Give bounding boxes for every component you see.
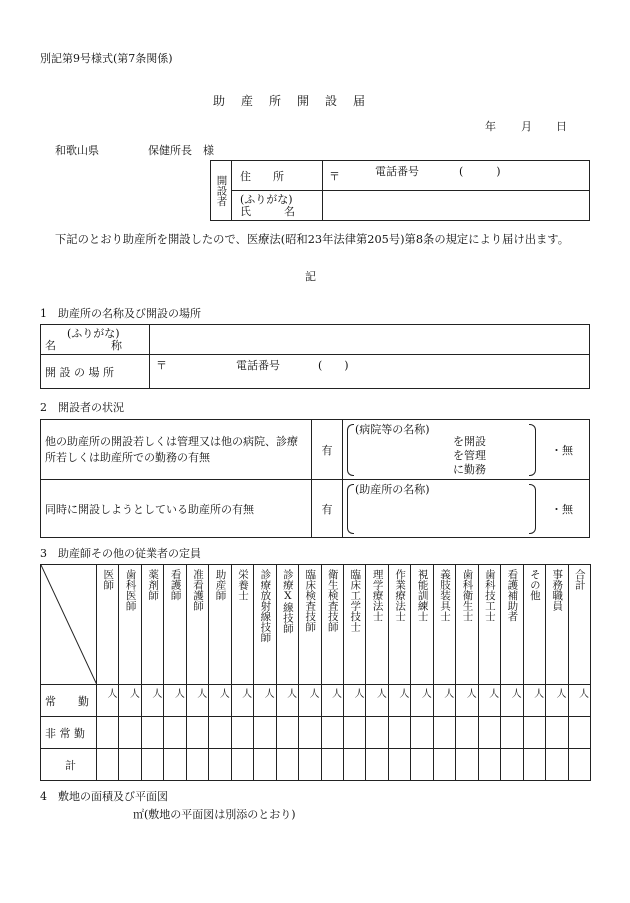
staff-count-cell[interactable]: 人 bbox=[546, 685, 568, 717]
staff-count-cell[interactable] bbox=[388, 749, 410, 781]
title-char: 産 bbox=[240, 94, 253, 108]
staff-col-header: 助産師 bbox=[209, 565, 231, 685]
staff-count-cell[interactable] bbox=[164, 749, 186, 781]
staff-col-header: 准看護師 bbox=[186, 565, 208, 685]
staff-count-cell[interactable] bbox=[433, 749, 455, 781]
form-number: 別記第9号様式(第7条関係) bbox=[40, 52, 173, 65]
staff-count-cell[interactable]: 人 bbox=[321, 685, 343, 717]
address-label: 住 所 bbox=[232, 161, 323, 191]
bracket-right-2 bbox=[529, 484, 536, 534]
staff-count-cell[interactable] bbox=[276, 749, 298, 781]
staff-count-cell[interactable]: 人 bbox=[456, 685, 478, 717]
staff-count-cell[interactable] bbox=[97, 717, 119, 749]
staff-count-cell[interactable]: 人 bbox=[254, 685, 276, 717]
staff-row-label: 計 bbox=[41, 749, 97, 781]
staff-count-cell[interactable] bbox=[433, 717, 455, 749]
staff-count-cell[interactable]: 人 bbox=[501, 685, 523, 717]
furigana-label: (ふりがな) bbox=[240, 192, 293, 206]
staff-count-cell[interactable] bbox=[119, 749, 141, 781]
staff-count-cell[interactable]: 人 bbox=[343, 685, 365, 717]
staff-count-cell[interactable]: 人 bbox=[164, 685, 186, 717]
staff-count-cell[interactable] bbox=[546, 717, 568, 749]
staff-count-cell[interactable] bbox=[478, 717, 500, 749]
staff-col-header: 事務職員 bbox=[546, 565, 568, 685]
staff-table bbox=[40, 564, 591, 781]
staff-count-cell[interactable]: 人 bbox=[366, 685, 388, 717]
staff-count-cell[interactable] bbox=[501, 749, 523, 781]
staff-count-cell[interactable]: 人 bbox=[141, 685, 163, 717]
statement: 下記のとおり助産所を開設したので、医療法(昭和23年法律第205号)第8条の規定により届け出ます。 bbox=[55, 233, 569, 246]
site-area-note: ㎡(敷地の平面図は別添のとおり) bbox=[133, 808, 296, 821]
section4-heading: 4 敷地の面積及び平面図 bbox=[40, 790, 168, 803]
staff-count-cell[interactable]: 人 bbox=[388, 685, 410, 717]
staff-count-cell[interactable] bbox=[119, 717, 141, 749]
date-month: 月 bbox=[521, 120, 532, 133]
name-label: 氏 名 bbox=[240, 204, 295, 218]
staff-count-cell[interactable] bbox=[343, 749, 365, 781]
bracket-right bbox=[529, 424, 536, 476]
title-char: 所 bbox=[268, 94, 281, 108]
staff-count-cell[interactable] bbox=[411, 717, 433, 749]
staff-col-header: 診療放射線技師 bbox=[254, 565, 276, 685]
ki-mark: 記 bbox=[305, 270, 316, 283]
staff-count-cell[interactable] bbox=[321, 749, 343, 781]
staff-count-cell[interactable] bbox=[254, 749, 276, 781]
title-char: 設 bbox=[324, 94, 337, 108]
staff-count-cell[interactable] bbox=[501, 717, 523, 749]
name-field[interactable] bbox=[323, 191, 590, 221]
staff-col-header: 歯科医師 bbox=[119, 565, 141, 685]
postal-mark-s1: 〒 bbox=[156, 359, 167, 372]
bracket-left-2 bbox=[347, 484, 354, 534]
staff-col-header: 栄養士 bbox=[231, 565, 253, 685]
prefecture: 和歌山県 bbox=[55, 144, 99, 157]
postal-mark: 〒 bbox=[329, 169, 340, 183]
staff-count-cell[interactable] bbox=[388, 717, 410, 749]
staff-count-cell[interactable] bbox=[97, 749, 119, 781]
staff-count-cell[interactable] bbox=[141, 749, 163, 781]
staff-count-cell[interactable] bbox=[164, 717, 186, 749]
staff-count-cell[interactable]: 人 bbox=[276, 685, 298, 717]
bracket-left bbox=[347, 424, 354, 476]
document-title bbox=[205, 92, 373, 109]
staff-count-cell[interactable] bbox=[478, 749, 500, 781]
staff-count-cell[interactable]: 人 bbox=[119, 685, 141, 717]
staff-count-cell[interactable]: 人 bbox=[478, 685, 500, 717]
staff-count-cell[interactable] bbox=[456, 749, 478, 781]
staff-count-cell[interactable] bbox=[186, 717, 208, 749]
staff-col-header: その他 bbox=[523, 565, 545, 685]
phone-label: 電話番号 bbox=[375, 165, 419, 178]
staff-col-header: 合計 bbox=[568, 565, 590, 685]
staff-count-cell[interactable]: 人 bbox=[97, 685, 119, 717]
staff-count-cell[interactable]: 人 bbox=[231, 685, 253, 717]
staff-count-cell[interactable] bbox=[411, 749, 433, 781]
other-facility-question: 他の助産所の開設若しくは管理又は他の病院、診療所若しくは助産所での勤務の有無 bbox=[41, 420, 312, 480]
staff-col-header: 臨床検査技師 bbox=[299, 565, 321, 685]
staff-row-label: 常 勤 bbox=[41, 685, 97, 717]
staff-count-cell[interactable] bbox=[523, 749, 545, 781]
concurrent-facility-yes[interactable]: 有 bbox=[312, 480, 343, 538]
applicant-table bbox=[210, 160, 590, 221]
staff-col-header: 医師 bbox=[97, 565, 119, 685]
staff-count-cell[interactable] bbox=[568, 749, 590, 781]
addressee: 保健所長 様 bbox=[148, 144, 214, 157]
facility-name-label: (ふりがな) 名 称 bbox=[41, 325, 150, 355]
diagonal-line bbox=[41, 565, 97, 685]
name-label-cell bbox=[232, 191, 323, 221]
phone-paren: ( ) bbox=[459, 165, 501, 178]
other-facility-detail[interactable] bbox=[343, 420, 590, 480]
staff-col-header: 理学療法士 bbox=[366, 565, 388, 685]
date-year: 年 bbox=[485, 120, 496, 133]
staff-count-cell[interactable] bbox=[366, 717, 388, 749]
title-char: 届 bbox=[352, 94, 365, 108]
option-open: を開設 bbox=[453, 435, 486, 448]
staff-count-cell[interactable] bbox=[568, 717, 590, 749]
applicant-group-label: 開設者 bbox=[211, 161, 232, 221]
staff-count-cell[interactable] bbox=[231, 749, 253, 781]
staff-count-cell[interactable] bbox=[276, 717, 298, 749]
staff-count-cell[interactable] bbox=[546, 749, 568, 781]
title-char: 助 bbox=[212, 94, 225, 108]
hospital-name-label: (病院等の名称) bbox=[355, 423, 430, 436]
concurrent-facility-question: 同時に開設しようとしている助産所の有無 bbox=[41, 480, 312, 538]
staff-col-header: 歯科技工士 bbox=[478, 565, 500, 685]
staff-col-header: 看護師 bbox=[164, 565, 186, 685]
address-field[interactable] bbox=[323, 161, 590, 191]
facility-place-field[interactable] bbox=[150, 355, 590, 389]
section3-heading: 3 助産師その他の従業者の定員 bbox=[40, 547, 201, 560]
staff-count-cell[interactable]: 人 bbox=[186, 685, 208, 717]
midwifery-name-label: (助産所の名称) bbox=[355, 483, 430, 496]
section1-table bbox=[40, 324, 590, 389]
staff-count-cell[interactable] bbox=[299, 717, 321, 749]
staff-col-header: 義肢装具士 bbox=[433, 565, 455, 685]
staff-count-cell[interactable] bbox=[456, 717, 478, 749]
phone-paren-s1: ( ) bbox=[318, 359, 349, 372]
staff-col-header: 衛生検査技師 bbox=[321, 565, 343, 685]
staff-col-header: 臨床工学技士 bbox=[343, 565, 365, 685]
staff-col-header: 診療X線技師 bbox=[276, 565, 298, 685]
staff-count-cell[interactable] bbox=[209, 717, 231, 749]
staff-count-cell[interactable]: 人 bbox=[433, 685, 455, 717]
staff-count-cell[interactable] bbox=[209, 749, 231, 781]
other-facility-yes[interactable]: 有 bbox=[312, 420, 343, 480]
staff-count-cell[interactable]: 人 bbox=[299, 685, 321, 717]
staff-count-cell[interactable]: 人 bbox=[411, 685, 433, 717]
facility-name-field[interactable] bbox=[150, 325, 590, 355]
option-work: に勤務 bbox=[453, 463, 486, 476]
section2-heading: 2 開設者の状況 bbox=[40, 401, 124, 414]
title-char: 開 bbox=[296, 94, 309, 108]
phone-label-s1: 電話番号 bbox=[236, 359, 280, 372]
staff-count-cell[interactable] bbox=[343, 717, 365, 749]
staff-table-corner bbox=[41, 565, 97, 685]
staff-col-header: 作業療法士 bbox=[388, 565, 410, 685]
concurrent-facility-detail[interactable] bbox=[343, 480, 590, 538]
section1-heading: 1 助産所の名称及び開設の場所 bbox=[40, 307, 201, 320]
staff-col-header: 歯科衛生士 bbox=[456, 565, 478, 685]
concurrent-facility-no[interactable]: ・無 bbox=[551, 503, 573, 516]
staff-col-header: 視能訓練士 bbox=[411, 565, 433, 685]
staff-count-cell[interactable]: 人 bbox=[523, 685, 545, 717]
staff-count-cell[interactable] bbox=[141, 717, 163, 749]
staff-col-header: 看護補助者 bbox=[501, 565, 523, 685]
staff-count-cell[interactable] bbox=[299, 749, 321, 781]
staff-count-cell[interactable] bbox=[231, 717, 253, 749]
section2-table bbox=[40, 419, 590, 538]
staff-count-cell[interactable]: 人 bbox=[209, 685, 231, 717]
date-day: 日 bbox=[556, 120, 567, 133]
staff-count-cell[interactable] bbox=[366, 749, 388, 781]
staff-count-cell[interactable] bbox=[254, 717, 276, 749]
staff-count-cell[interactable] bbox=[523, 717, 545, 749]
staff-row-label: 非 常 勤 bbox=[41, 717, 97, 749]
facility-place-label: 開 設 の 場 所 bbox=[41, 355, 150, 389]
staff-count-cell[interactable]: 人 bbox=[568, 685, 590, 717]
other-facility-no[interactable]: ・無 bbox=[551, 444, 573, 457]
staff-count-cell[interactable] bbox=[321, 717, 343, 749]
option-manage: を管理 bbox=[453, 449, 486, 462]
staff-col-header: 薬剤師 bbox=[141, 565, 163, 685]
staff-count-cell[interactable] bbox=[186, 749, 208, 781]
